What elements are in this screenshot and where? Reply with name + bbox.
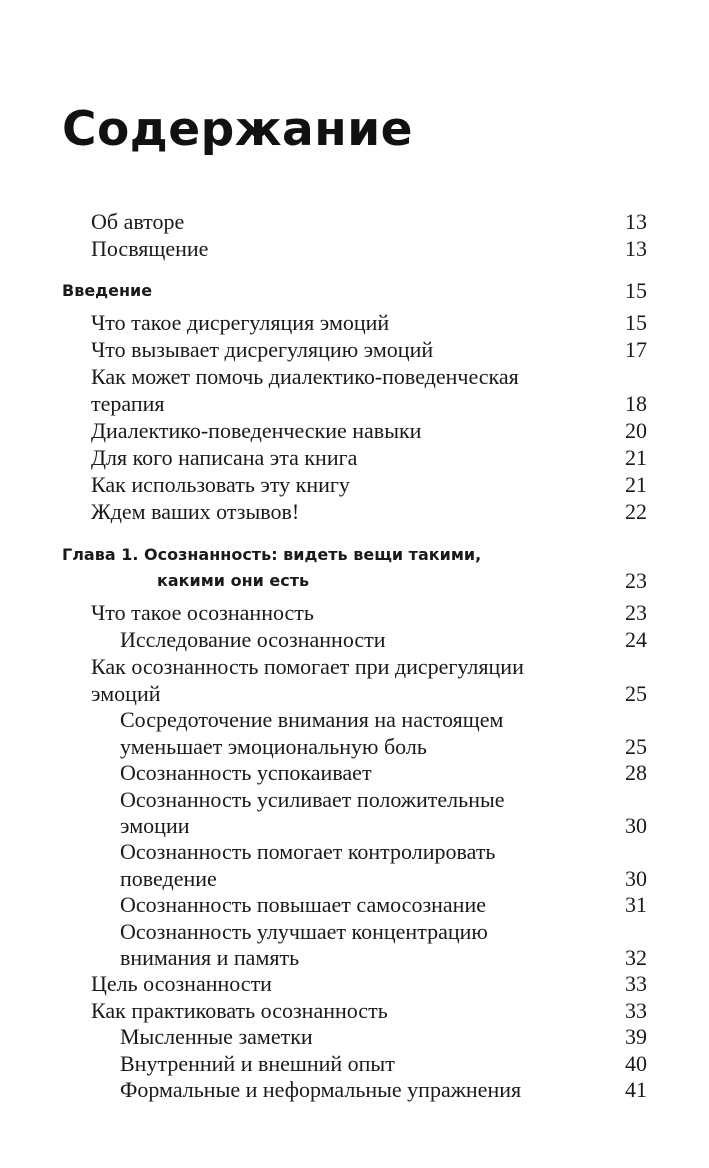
toc-entry: Что такое дисрегуляция эмоций: [91, 310, 390, 335]
toc-page-number: 25: [625, 734, 647, 759]
toc-entry: Что такое осознанность: [91, 600, 314, 625]
toc-page-number: 39: [625, 1024, 647, 1049]
toc-subentry: Внутренний и внешний опыт: [120, 1051, 395, 1076]
toc-subentry: Осознанность усиливает положительные: [120, 787, 505, 812]
toc-page-number: 23: [625, 568, 647, 593]
toc-chapter-heading: Глава 1. Осознанность: видеть вещи такими,: [62, 545, 482, 564]
toc-entry-continuation: терапия: [91, 391, 165, 416]
toc-entry: Как практиковать осознанность: [91, 998, 388, 1023]
toc-page-number: 31: [625, 892, 647, 917]
toc-page-number: 13: [625, 236, 647, 261]
toc-entry: Как осознанность помогает при дисрегуляции: [91, 654, 524, 679]
toc-page-number: 18: [625, 391, 647, 416]
toc-page-number: 25: [625, 681, 647, 706]
toc-page-number: 33: [625, 998, 647, 1023]
toc-subentry: Осознанность повышает самосознание: [120, 892, 486, 917]
toc-page-number: 15: [625, 310, 647, 335]
toc-section-introduction: Введение: [62, 281, 153, 300]
toc-page-number: 20: [625, 418, 647, 443]
toc-subentry-continuation: эмоции: [120, 813, 190, 838]
toc-subentry: Формальные и неформальные упражнения: [120, 1077, 522, 1102]
toc-entry: Что вызывает дисрегуляцию эмоций: [91, 337, 434, 362]
toc-page-number: 21: [625, 472, 647, 497]
toc-chapter-heading-continuation: какими они есть: [157, 571, 310, 590]
toc-subentry: Исследование осознанности: [120, 627, 386, 652]
toc-page-number: 30: [625, 866, 647, 891]
toc-entry: Как может помочь диалектико-поведенческая: [91, 364, 519, 389]
toc-page-number: 30: [625, 813, 647, 838]
toc-subentry-continuation: поведение: [120, 866, 217, 891]
toc-page-number: 22: [625, 499, 647, 524]
toc-page-number: 24: [625, 627, 647, 652]
toc-subentry: Мысленные заметки: [120, 1024, 313, 1049]
toc-page-number: 28: [625, 760, 647, 785]
toc-entry-dedication: Посвящение: [91, 236, 209, 261]
toc-entry-about-author: Об авторе: [91, 209, 185, 234]
toc-page-number: 21: [625, 445, 647, 470]
toc-subentry: Осознанность успокаивает: [120, 760, 372, 785]
toc-subentry-continuation: уменьшает эмоциональную боль: [120, 734, 427, 759]
toc-subentry: Осознанность помогает контролировать: [120, 839, 496, 864]
toc-entry: Ждем ваших отзывов!: [91, 499, 300, 524]
toc-entry: Цель осознанности: [91, 971, 272, 996]
toc-entry-continuation: эмоций: [91, 681, 161, 706]
toc-page-number: 32: [625, 945, 647, 970]
toc-page-number: 40: [625, 1051, 647, 1076]
toc-subentry: Сосредоточение внимания на настоящем: [120, 707, 504, 732]
toc-page-number: 15: [625, 278, 647, 303]
toc-page-number: 17: [625, 337, 647, 362]
toc-subentry: Осознанность улучшает концентрацию: [120, 919, 488, 944]
toc-page-number: 13: [625, 209, 647, 234]
toc-entry: Как использовать эту книгу: [91, 472, 350, 497]
toc-entry: Для кого написана эта книга: [91, 445, 358, 470]
toc-entry: Диалектико-поведенческие навыки: [91, 418, 422, 443]
toc-page-number: 33: [625, 971, 647, 996]
toc-subentry-continuation: внимания и память: [120, 945, 300, 970]
toc-page-number: 23: [625, 600, 647, 625]
toc-page-number: 41: [625, 1077, 647, 1102]
page-title: Содержание: [62, 102, 414, 157]
